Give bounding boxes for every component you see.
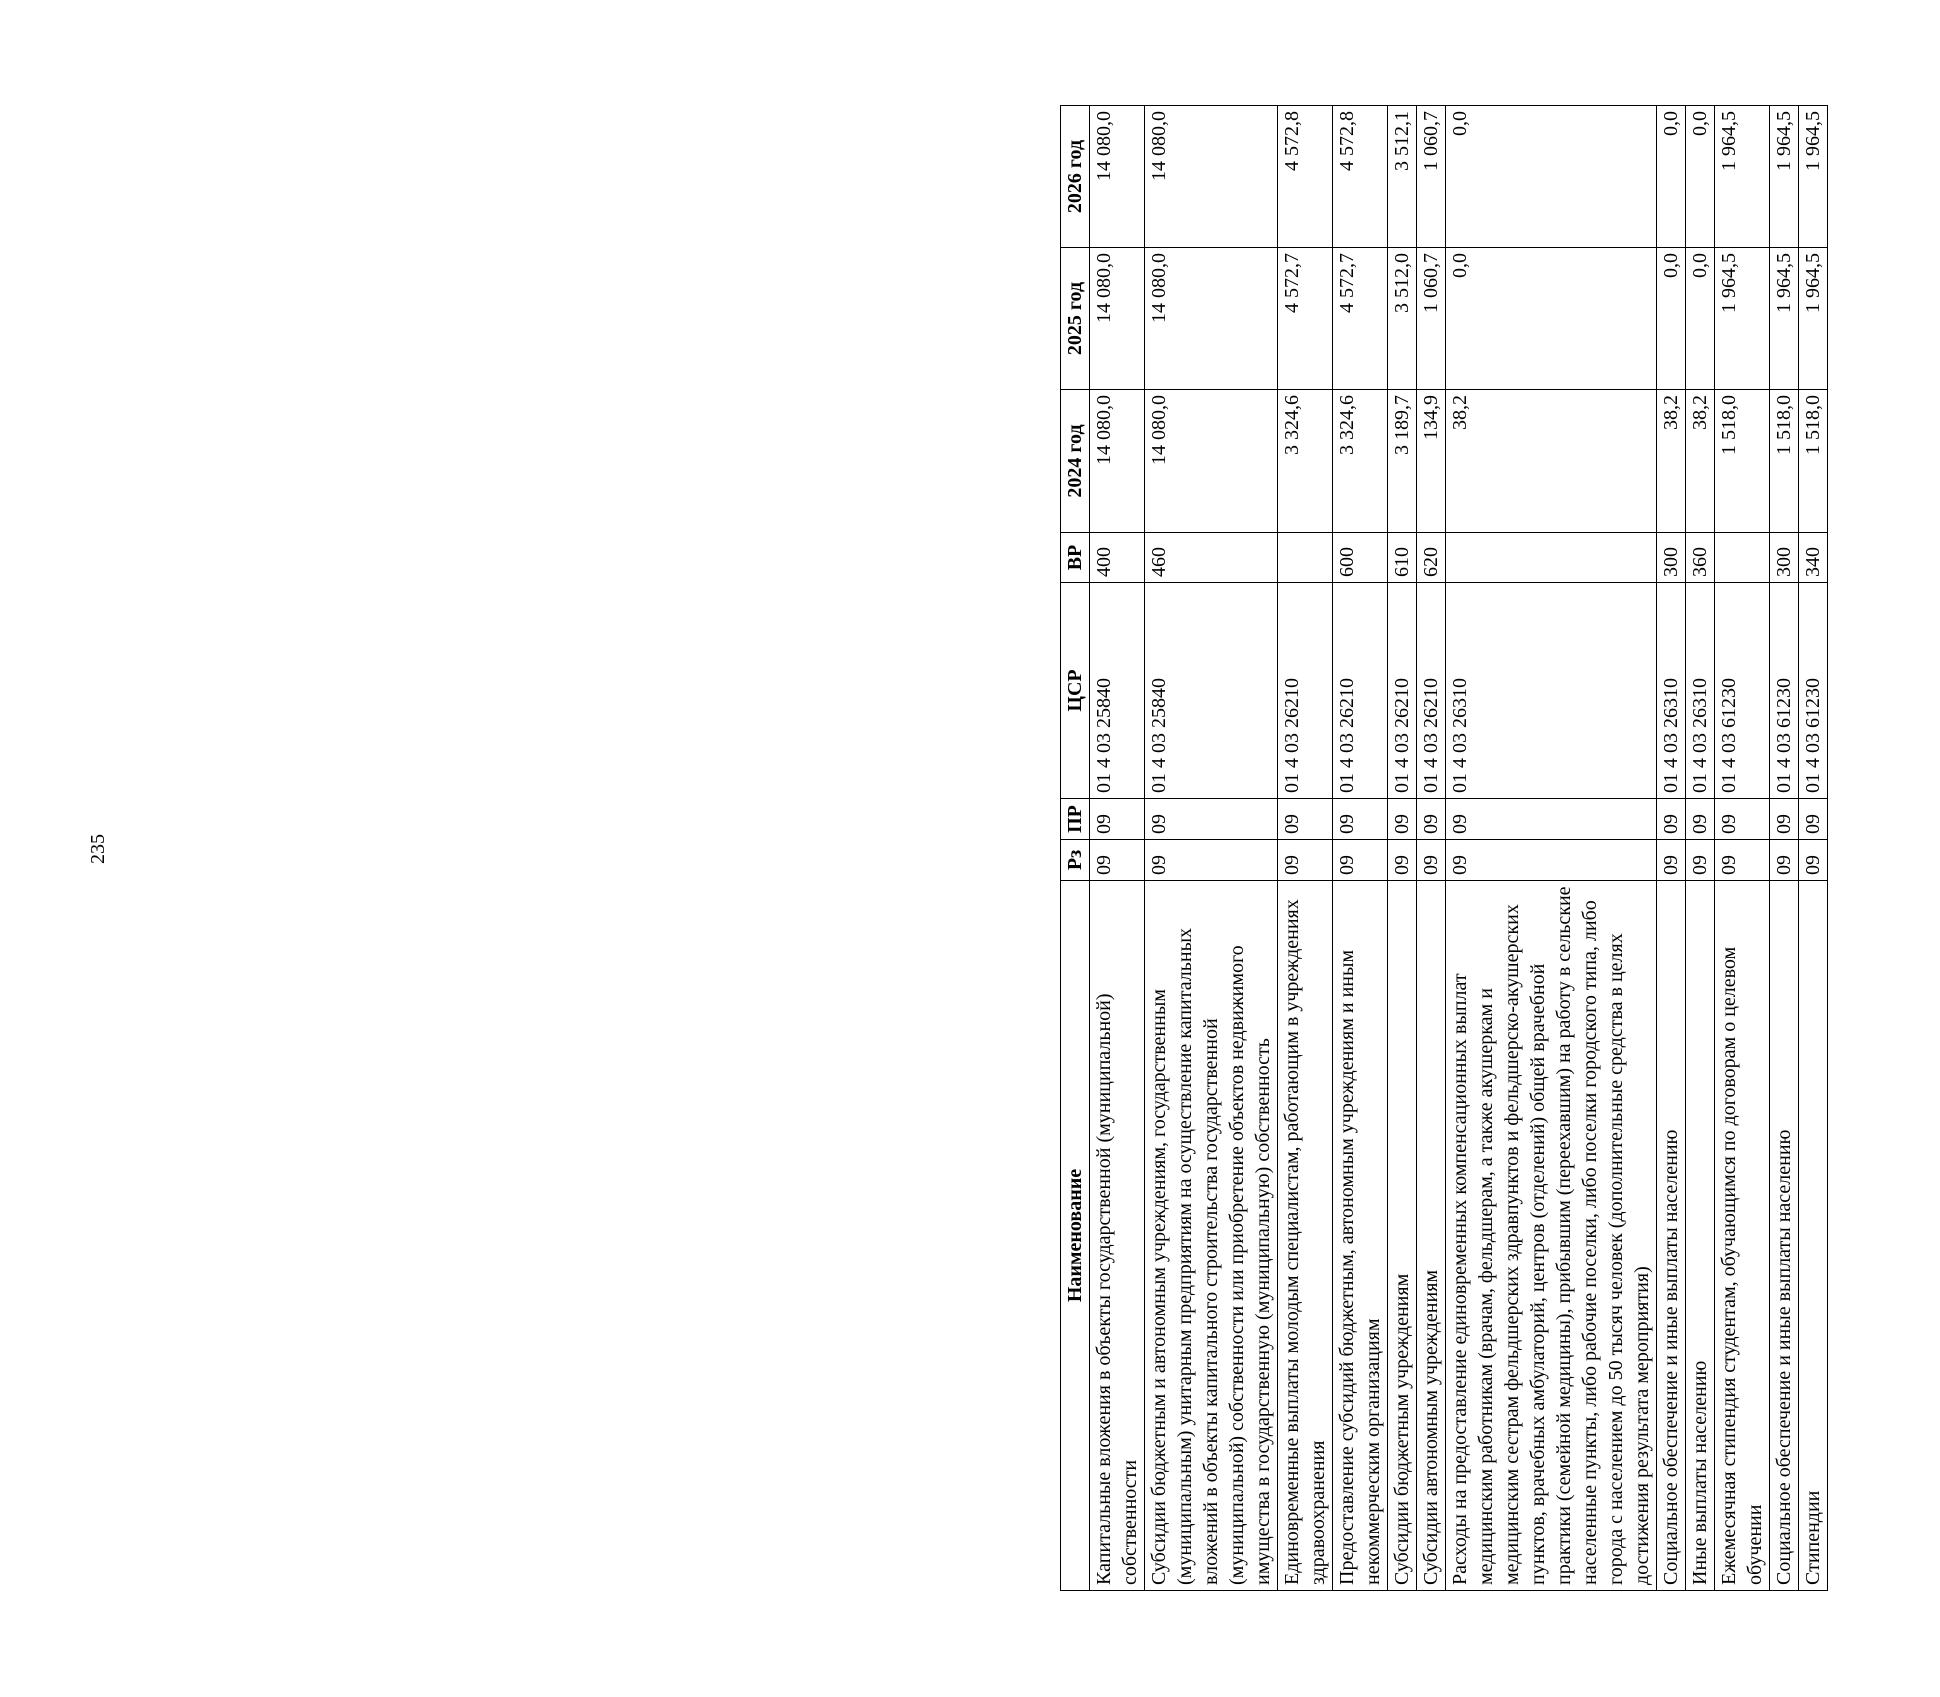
header-2026: 2026 год (1061, 106, 1090, 248)
cell-2025: 3 512,0 (1388, 248, 1417, 390)
cell-csr: 01 4 03 25840 (1090, 583, 1145, 799)
cell-rz: 09 (1446, 840, 1657, 881)
table-row (1145, 106, 1278, 1591)
cell-pr: 09 (1446, 799, 1657, 840)
cell-name: Социальное обеспечение и иные выплаты населению (1657, 881, 1686, 1591)
cell-vr: 300 (1770, 533, 1799, 583)
cell-csr: 01 4 03 25840 (1145, 583, 1278, 799)
cell-2025: 4 572,7 (1278, 248, 1333, 390)
cell-2026: 0,0 (1686, 106, 1715, 248)
cell-2024: 1 518,0 (1715, 390, 1770, 533)
cell-2026: 0,0 (1657, 106, 1686, 248)
cell-pr: 09 (1715, 799, 1770, 840)
cell-name: Стипендии (1799, 881, 1828, 1591)
cell-2026: 1 964,5 (1799, 106, 1828, 248)
cell-name: Субсидии бюджетным и автономным учреждениям, государственным (муниципальным) унитарным предприятиям на осуществление капитальных вложений в объекты капитального строительства государственной (муниципальной) собственности или приобретение объектов недвижимого имущества в государственную (муниципальную) собственность (1145, 881, 1278, 1591)
cell-2024: 3 189,7 (1388, 390, 1417, 533)
cell-pr: 09 (1417, 799, 1446, 840)
cell-2026: 4 572,8 (1278, 106, 1333, 248)
cell-2025: 0,0 (1686, 248, 1715, 390)
cell-vr: 300 (1657, 533, 1686, 583)
cell-rz: 09 (1686, 840, 1715, 881)
cell-2024: 38,2 (1657, 390, 1686, 533)
cell-pr: 09 (1770, 799, 1799, 840)
cell-csr: 01 4 03 61230 (1770, 583, 1799, 799)
table-row (1417, 106, 1446, 1591)
cell-2024: 3 324,6 (1333, 390, 1388, 533)
cell-pr: 09 (1278, 799, 1333, 840)
cell-2025: 1 060,7 (1417, 248, 1446, 390)
cell-csr: 01 4 03 26210 (1333, 583, 1388, 799)
cell-2024: 134,9 (1417, 390, 1446, 533)
table-row (1686, 106, 1715, 1591)
cell-2024: 1 518,0 (1799, 390, 1828, 533)
cell-2026: 1 964,5 (1715, 106, 1770, 248)
cell-csr: 01 4 03 26310 (1446, 583, 1657, 799)
cell-2026: 4 572,8 (1333, 106, 1388, 248)
table-row (1090, 106, 1145, 1591)
cell-vr: 610 (1388, 533, 1417, 583)
table-header-row (1061, 106, 1090, 1591)
cell-pr: 09 (1145, 799, 1278, 840)
table-row (1388, 106, 1417, 1591)
cell-rz: 09 (1799, 840, 1828, 881)
cell-rz: 09 (1417, 840, 1446, 881)
header-name: Наименование (1061, 881, 1090, 1591)
cell-name: Социальное обеспечение и иные выплаты населению (1770, 881, 1799, 1591)
cell-vr: 400 (1090, 533, 1145, 583)
cell-rz: 09 (1333, 840, 1388, 881)
page-number: 235 (87, 834, 109, 864)
cell-2025: 1 964,5 (1715, 248, 1770, 390)
table-row (1333, 106, 1388, 1591)
cell-name: Капитальные вложения в объекты государственной (муниципальной) собственности (1090, 881, 1145, 1591)
cell-vr: 460 (1145, 533, 1278, 583)
table-row (1657, 106, 1686, 1591)
header-vr: ВР (1061, 533, 1090, 583)
table-row (1715, 106, 1770, 1591)
cell-2025: 0,0 (1446, 248, 1657, 390)
cell-name: Расходы на предоставление единовременных компенсационных выплат медицинским работникам (врачам, фельдшерам, а также акушеркам и медицинским сестрам фельдшерских здравпунктов и фельдшерско-акушерских пунктов, врачебных амбулаторий, центров (отделений) общей врачебной практики (семейной медицины), прибывшим (переехавшим) на работу в сельские населенные пункты, либо рабочие поселки, либо поселки городского типа, либо города с населением до 50 тысяч человек (дополнительные средства в целях достижения результата мероприятия) (1446, 881, 1657, 1591)
cell-csr: 01 4 03 61230 (1715, 583, 1770, 799)
cell-name: Субсидии автономным учреждениям (1417, 881, 1446, 1591)
table-row (1799, 106, 1828, 1591)
table-body (1090, 106, 1828, 1591)
cell-csr: 01 4 03 26210 (1417, 583, 1446, 799)
cell-rz: 09 (1090, 840, 1145, 881)
cell-pr: 09 (1799, 799, 1828, 840)
cell-rz: 09 (1145, 840, 1278, 881)
cell-pr: 09 (1388, 799, 1417, 840)
cell-csr: 01 4 03 61230 (1799, 583, 1828, 799)
cell-csr: 01 4 03 26210 (1388, 583, 1417, 799)
table-row (1770, 106, 1799, 1591)
cell-vr (1446, 533, 1657, 583)
cell-csr: 01 4 03 26210 (1278, 583, 1333, 799)
cell-2025: 1 964,5 (1770, 248, 1799, 390)
cell-pr: 09 (1657, 799, 1686, 840)
rotated-table-container (1060, 106, 1940, 1591)
cell-2026: 3 512,1 (1388, 106, 1417, 248)
cell-2024: 14 080,0 (1145, 390, 1278, 533)
cell-vr: 360 (1686, 533, 1715, 583)
budget-table (1060, 105, 1828, 1591)
cell-rz: 09 (1278, 840, 1333, 881)
cell-pr: 09 (1686, 799, 1715, 840)
cell-2024: 1 518,0 (1770, 390, 1799, 533)
cell-name: Иные выплаты населению (1686, 881, 1715, 1591)
cell-rz: 09 (1715, 840, 1770, 881)
cell-rz: 09 (1657, 840, 1686, 881)
cell-vr (1278, 533, 1333, 583)
cell-vr: 340 (1799, 533, 1828, 583)
cell-name: Единовременные выплаты молодым специалистам, работающим в учреждениях здравоохранения (1278, 881, 1333, 1591)
cell-csr: 01 4 03 26310 (1657, 583, 1686, 799)
header-2024: 2024 год (1061, 390, 1090, 533)
cell-2025: 14 080,0 (1090, 248, 1145, 390)
cell-2024: 38,2 (1686, 390, 1715, 533)
header-2025: 2025 год (1061, 248, 1090, 390)
cell-2025: 0,0 (1657, 248, 1686, 390)
cell-2025: 1 964,5 (1799, 248, 1828, 390)
header-pr: ПР (1061, 799, 1090, 840)
cell-pr: 09 (1090, 799, 1145, 840)
cell-2024: 38,2 (1446, 390, 1657, 533)
table-row (1446, 106, 1657, 1591)
cell-vr (1715, 533, 1770, 583)
header-rz: Рз (1061, 840, 1090, 881)
cell-name: Предоставление субсидий бюджетным, автономным учреждениям и иным некоммерческим организациям (1333, 881, 1388, 1591)
table-row (1278, 106, 1333, 1591)
cell-2025: 4 572,7 (1333, 248, 1388, 390)
header-csr: ЦСР (1061, 583, 1090, 799)
cell-2026: 14 080,0 (1090, 106, 1145, 248)
cell-2024: 3 324,6 (1278, 390, 1333, 533)
cell-pr: 09 (1333, 799, 1388, 840)
cell-name: Субсидии бюджетным учреждениям (1388, 881, 1417, 1591)
cell-vr: 620 (1417, 533, 1446, 583)
cell-2026: 1 964,5 (1770, 106, 1799, 248)
cell-2026: 0,0 (1446, 106, 1657, 248)
cell-vr: 600 (1333, 533, 1388, 583)
cell-2026: 14 080,0 (1145, 106, 1278, 248)
cell-2024: 14 080,0 (1090, 390, 1145, 533)
cell-2026: 1 060,7 (1417, 106, 1446, 248)
cell-name: Ежемесячная стипендия студентам, обучающимся по договорам о целевом обучении (1715, 881, 1770, 1591)
cell-rz: 09 (1770, 840, 1799, 881)
cell-csr: 01 4 03 26310 (1686, 583, 1715, 799)
cell-rz: 09 (1388, 840, 1417, 881)
cell-2025: 14 080,0 (1145, 248, 1278, 390)
